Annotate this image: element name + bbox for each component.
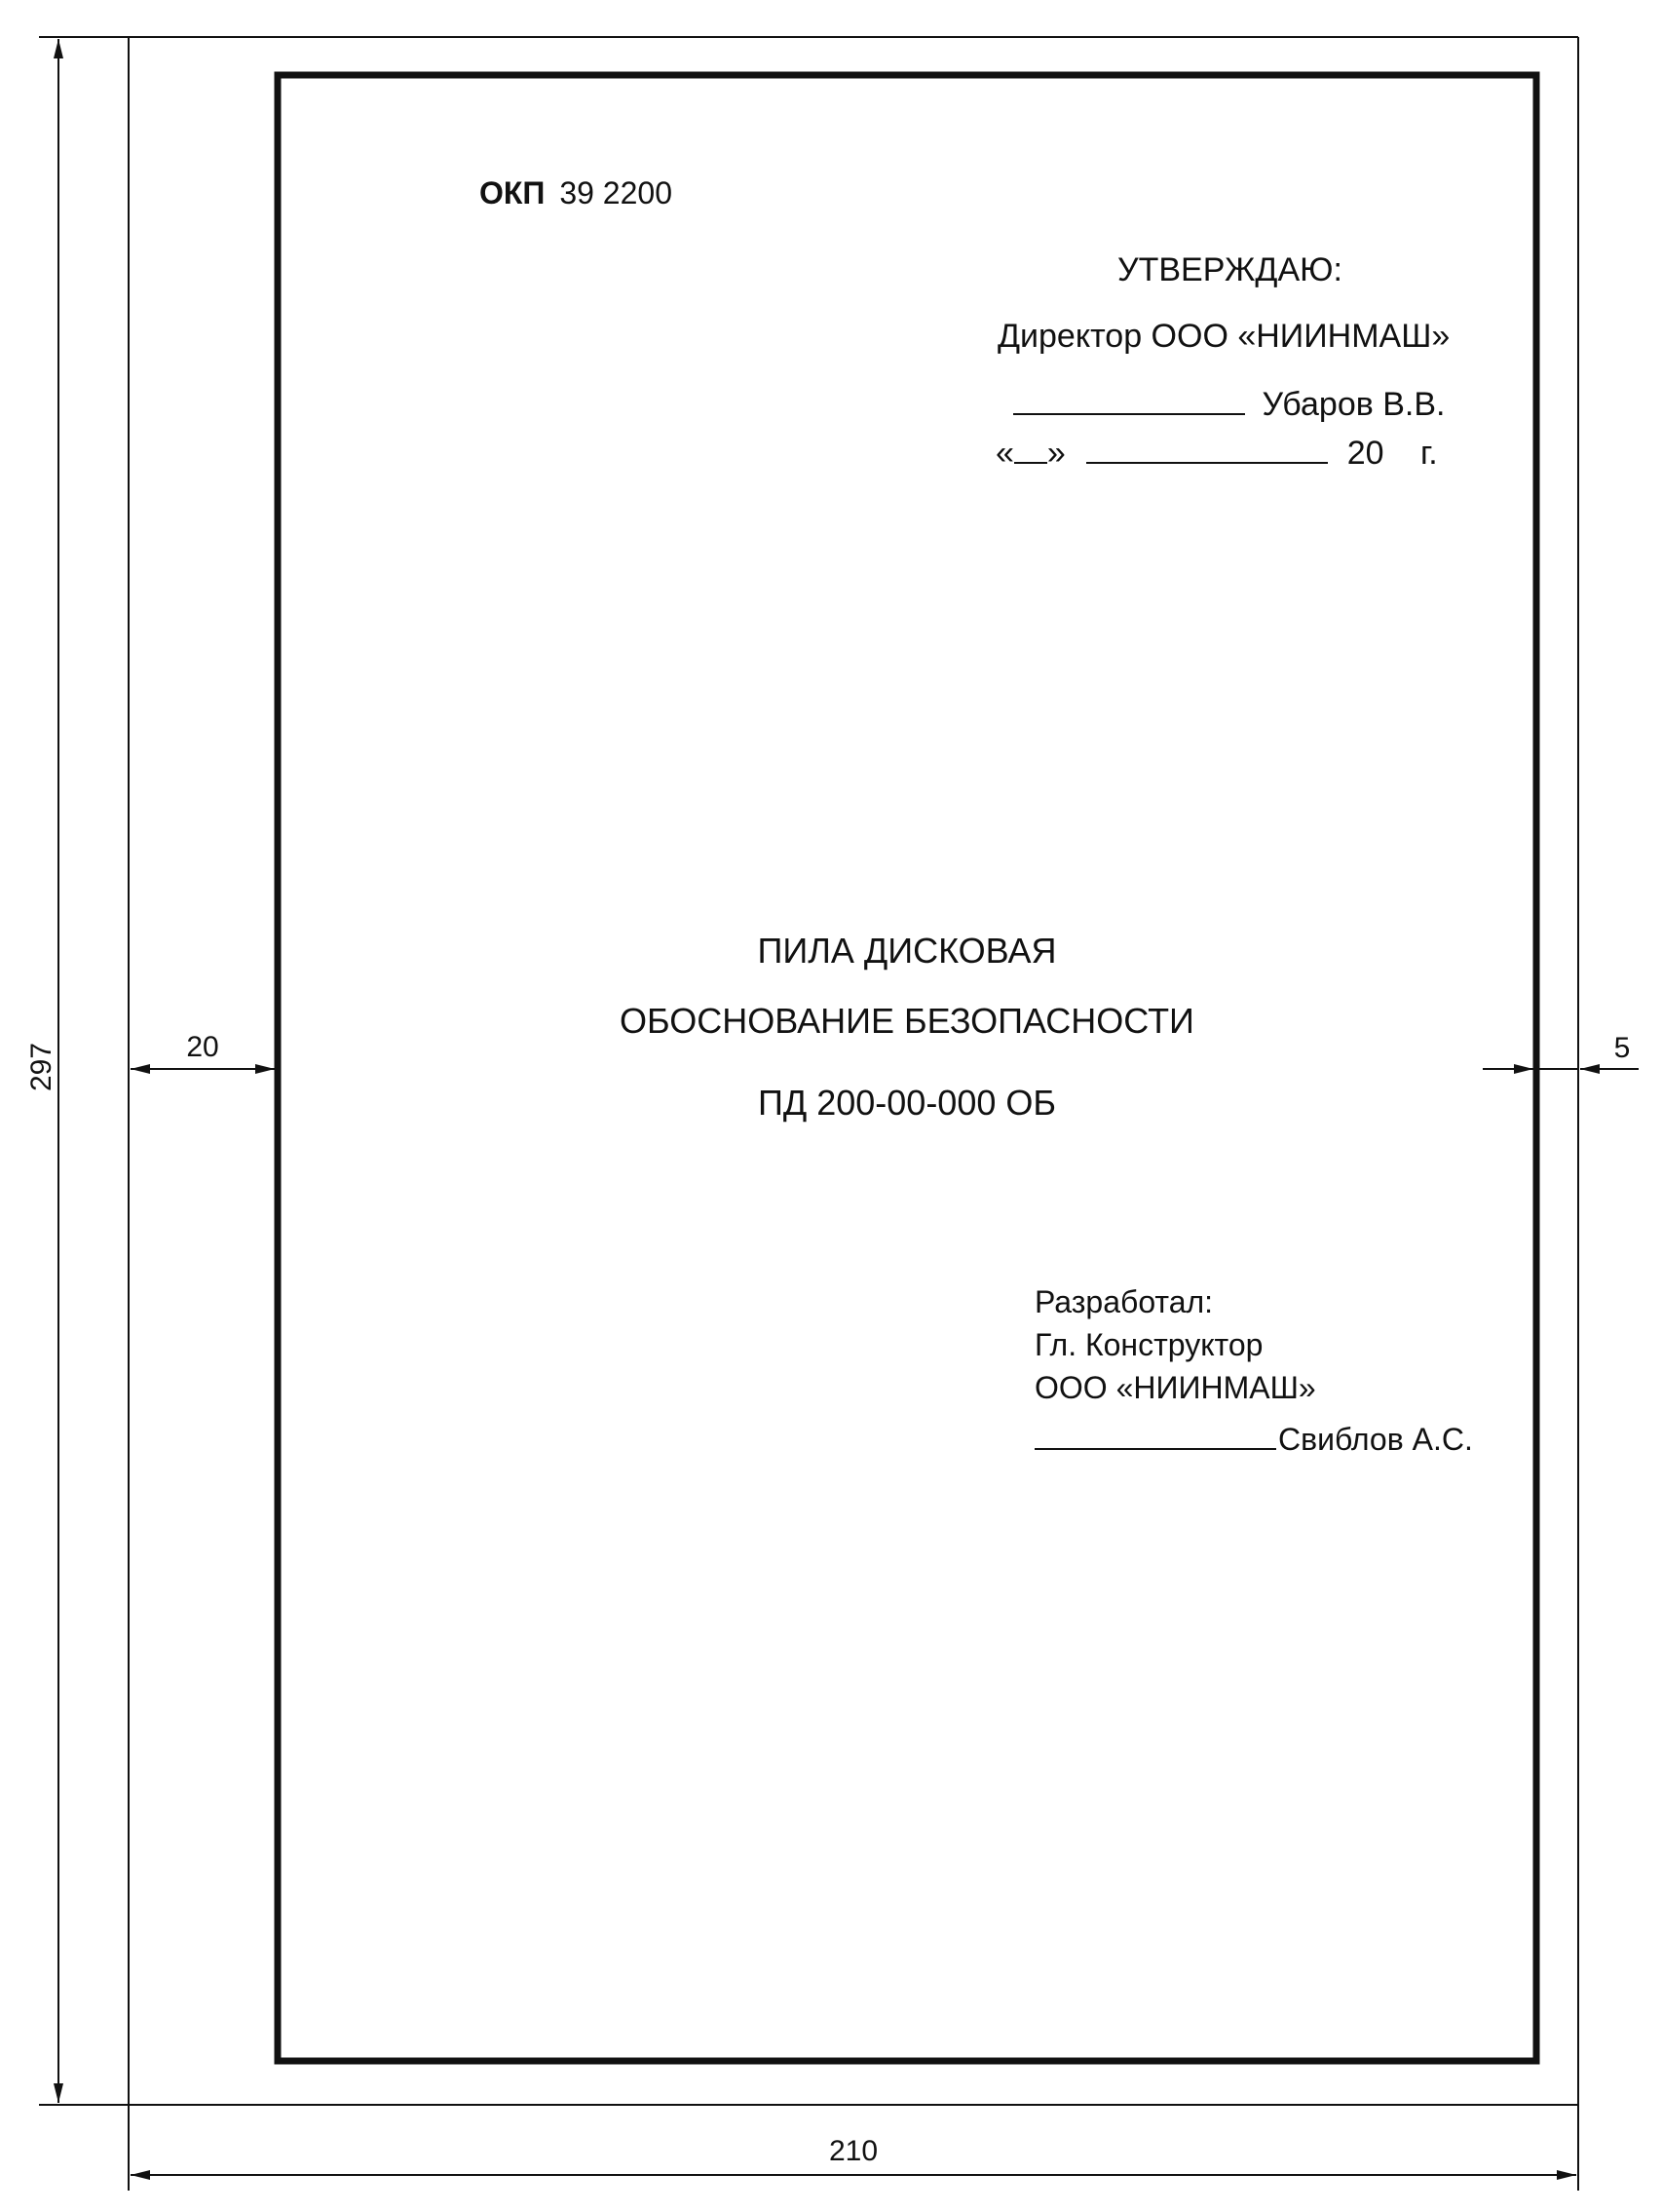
okp-number: 39 2200 — [559, 175, 672, 210]
approval-signer: Убаров В.В. — [1262, 386, 1446, 423]
approval-signature-line — [1013, 382, 1445, 421]
left-margin-label: 20 — [186, 1031, 219, 1063]
date-close-quote: » — [1046, 435, 1066, 472]
developer-signature-blank — [1035, 1419, 1276, 1450]
okp-code — [479, 177, 672, 209]
developer-label: Разработал: — [1035, 1284, 1214, 1319]
month-blank — [1086, 431, 1328, 464]
approval-position: Директор ООО «НИИНМАШ» — [998, 318, 1451, 355]
document-designation: ПД 200-00-000 ОБ — [757, 1083, 1057, 1123]
product-name: ПИЛА ДИСКОВАЯ — [757, 931, 1057, 971]
year-prefix: 20 — [1346, 435, 1384, 472]
signature-blank — [1013, 382, 1245, 415]
height-dimension-label: 297 — [25, 1042, 57, 1092]
developer-position: Гл. Конструктор — [1035, 1327, 1264, 1362]
width-dimension-label: 210 — [828, 2135, 879, 2167]
approval-date-line — [996, 431, 1438, 470]
date-open-quote: « — [996, 435, 1014, 472]
okp-label: ОКП — [479, 175, 546, 210]
developer-signature-line — [1035, 1419, 1473, 1455]
inner-frame — [278, 75, 1536, 2061]
developer-organization: ООО «НИИНМАШ» — [1035, 1370, 1316, 1405]
developer-signer: Свиблов А.С. — [1278, 1422, 1473, 1457]
day-blank — [1014, 431, 1047, 464]
year-suffix: г. — [1420, 435, 1438, 472]
document-name: ОБОСНОВАНИЕ БЕЗОПАСНОСТИ — [620, 1001, 1194, 1041]
approval-title: УТВЕРЖДАЮ: — [1117, 251, 1342, 288]
right-margin-label: 5 — [1613, 1032, 1631, 1064]
